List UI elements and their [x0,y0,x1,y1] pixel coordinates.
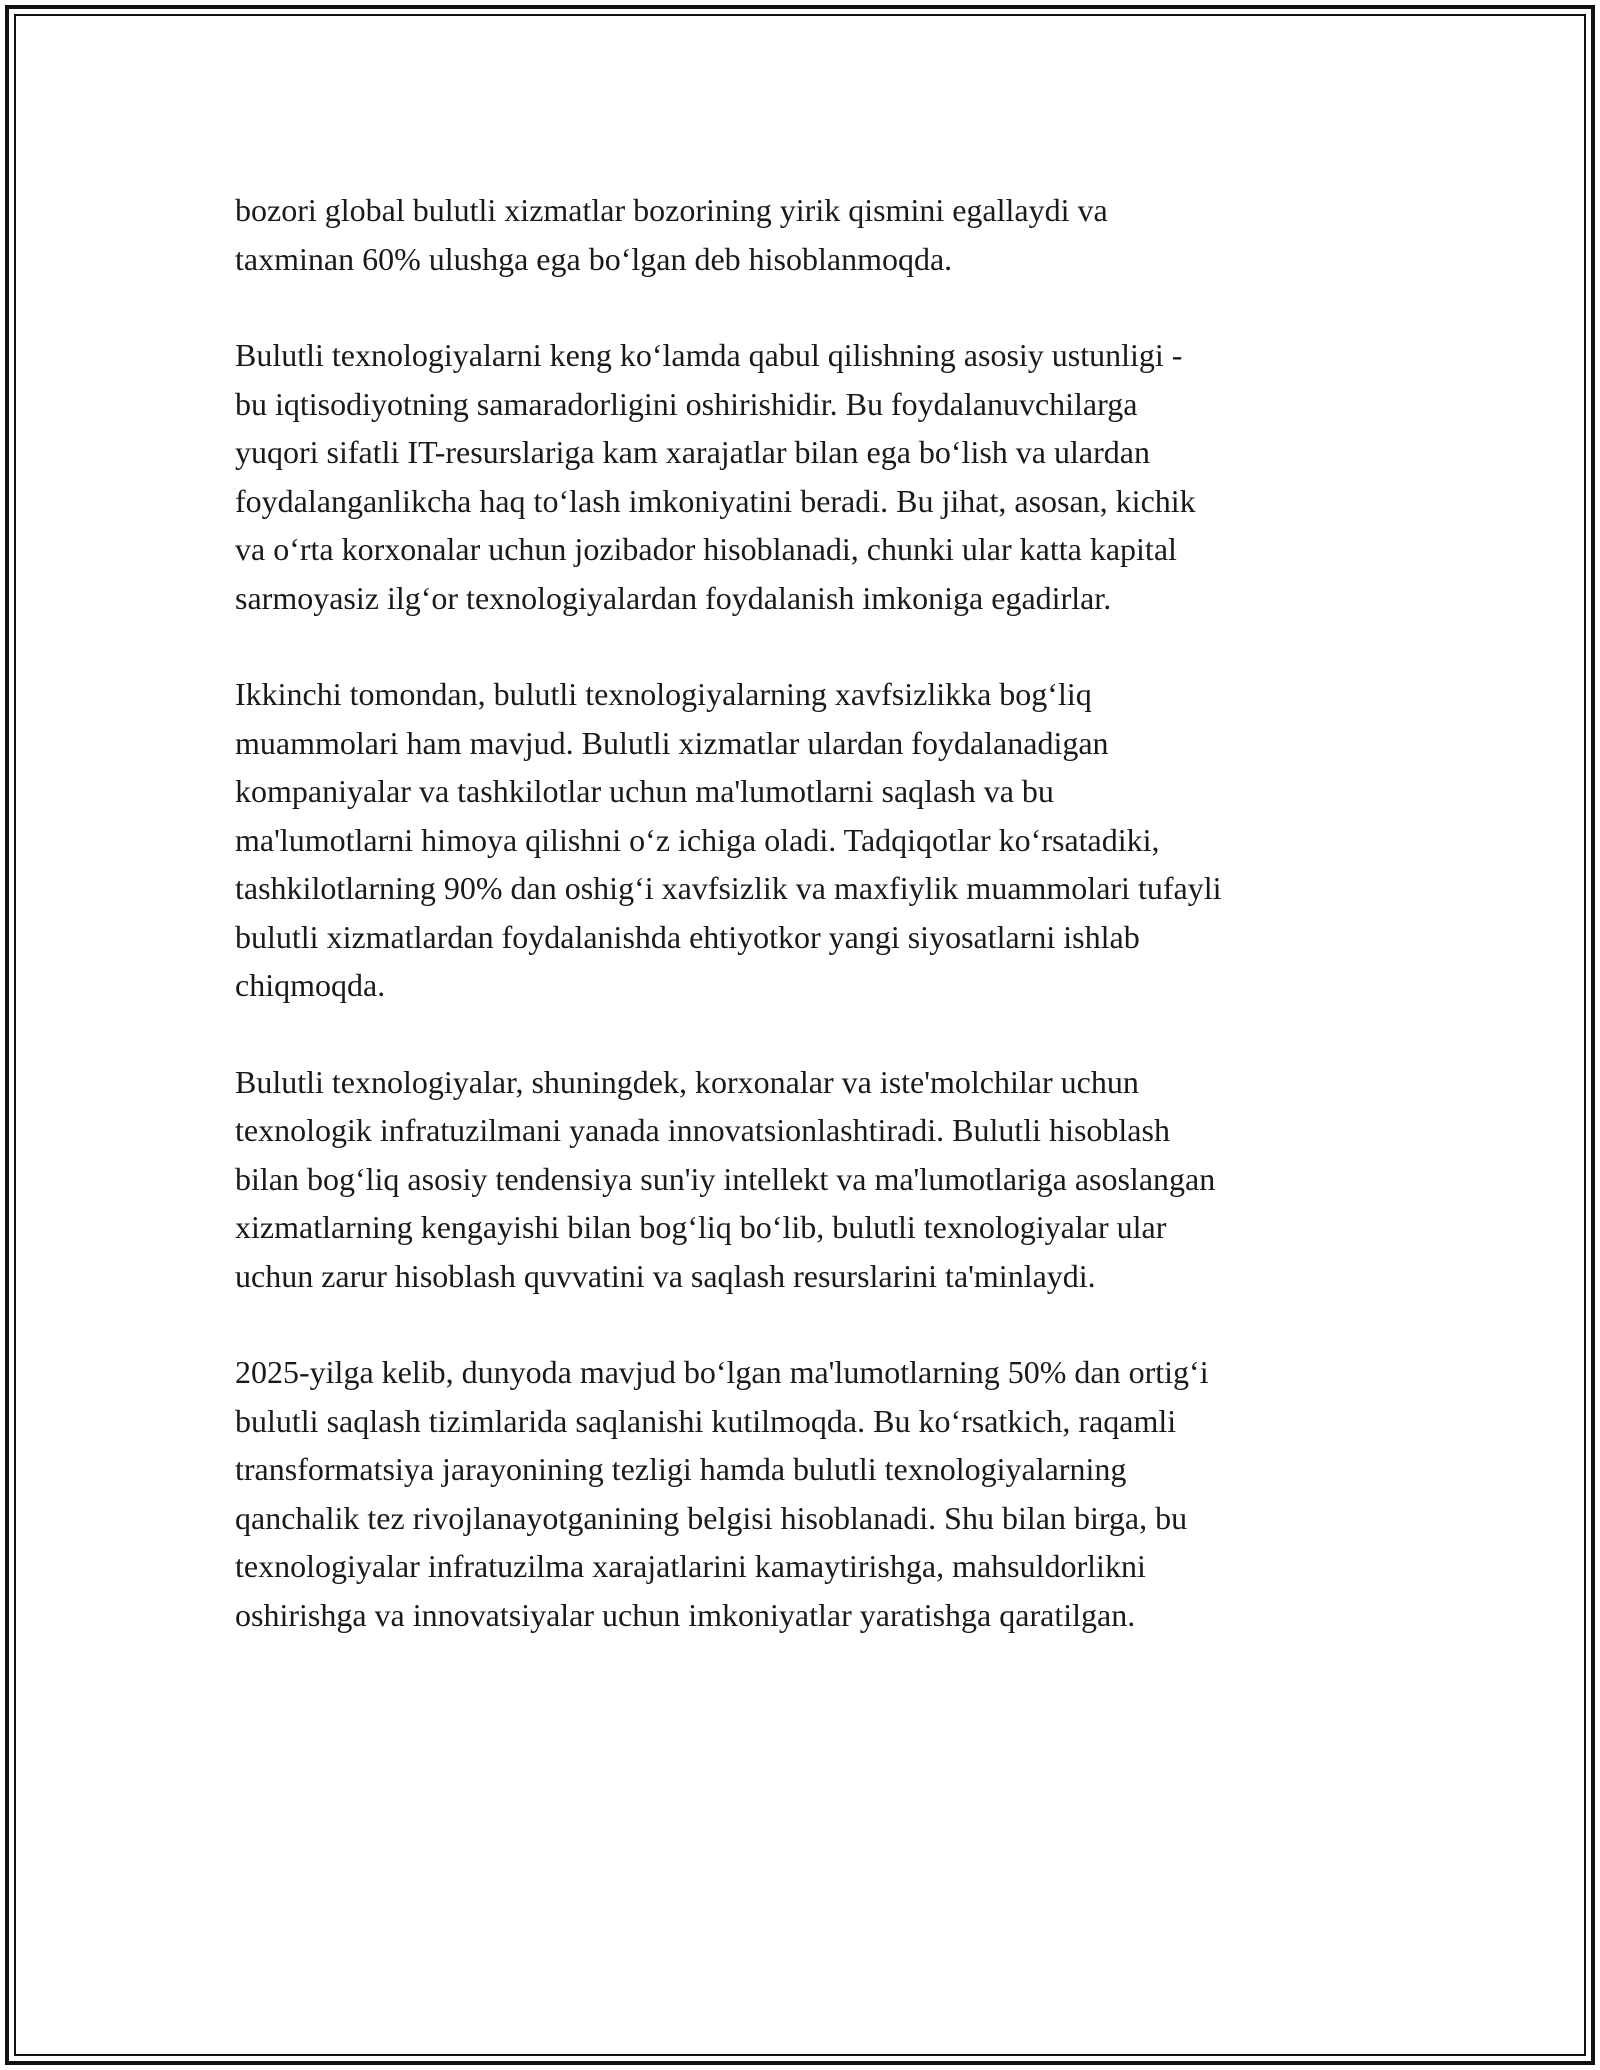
paragraph-2025-forecast: 2025-yilga kelib, dunyoda mavjud bo‘lgan ma'lumotlarning 50% dan ortig‘i bulutli saqlash tizimlarida saqlanishi kutilmoqda. Bu ko‘rsatkich, raqamli transformatsiya jarayonining tezligi hamda bulutli texnologiyalarning qanchalik tez rivojlanayotganining belgisi hisoblanadi. Shu bilan birga, bu texnologiyalar infratuzilma xarajatlarini kamaytirishga, mahsuldorlikni oshirishga va innovatsiyalar uchun imkoniyatlar yaratishga qaratilgan. [235,1354,1209,1633]
paragraph-innovation: Bulutli texnologiyalar, shuningdek, korxonalar va iste'molchilar uchun texnologik infratuzilmani yanada innovatsionlashtiradi. Bulutli hisoblash bilan bog‘liq asosiy tendensiya sun'iy intellekt va ma'lumotlariga asoslangan xizmatlarning kengayishi bilan bog‘liq bo‘lib, bulutli texnologiyalar ular uchun zarur hisoblash quvvatini va saqlash resurslarini ta'minlaydi. [235,1063,1216,1294]
paragraph-security-issues: Ikkinchi tomondan, bulutli texnologiyalarning xavfsizlikka bog‘liq muammolari ham mavjud. Bulutli xizmatlar ulardan foydalanadigan kompaniyalar va tashkilotlar uchun ma'lumotlarni saqlash va bu ma'lumotlarni himoya qilishni o‘z ichiga oladi. Tadqiqotlar ko‘rsatadiki, tashkilotlarning 90% dan oshig‘i xavfsizlik va maxfiylik muammolari tufayli bulutli xizmatlardan foydalanishda ehtiyotkor yangi siyosatlarni ishlab chiqmoqda. [235,676,1222,1003]
document-body [235,186,1375,1687]
paragraph-economic-efficiency: Bulutli texnologiyalarni keng ko‘lamda qabul qilishning asosiy ustunligi - bu iqtisodiyotning samaradorligini oshirishidir. Bu foydalanuvchilarga yuqori sifatli IT-resurslariga kam xarajatlar bilan ega bo‘lish va ulardan foydalanganlikcha haq to‘lash imkoniyatini beradi. Bu jihat, asosan, kichik va o‘rta korxonalar uchun jozibador hisoblanadi, chunki ular katta kapital sarmoyasiz ilg‘or texnologiyalardan foydalanish imkoniga egadirlar. [235,337,1196,616]
paragraph-market-share: bozori global bulutli xizmatlar bozorining yirik qismini egallaydi va taxminan 60% ulushga ega bo‘lgan deb hisoblanmoqda. [235,192,1108,277]
